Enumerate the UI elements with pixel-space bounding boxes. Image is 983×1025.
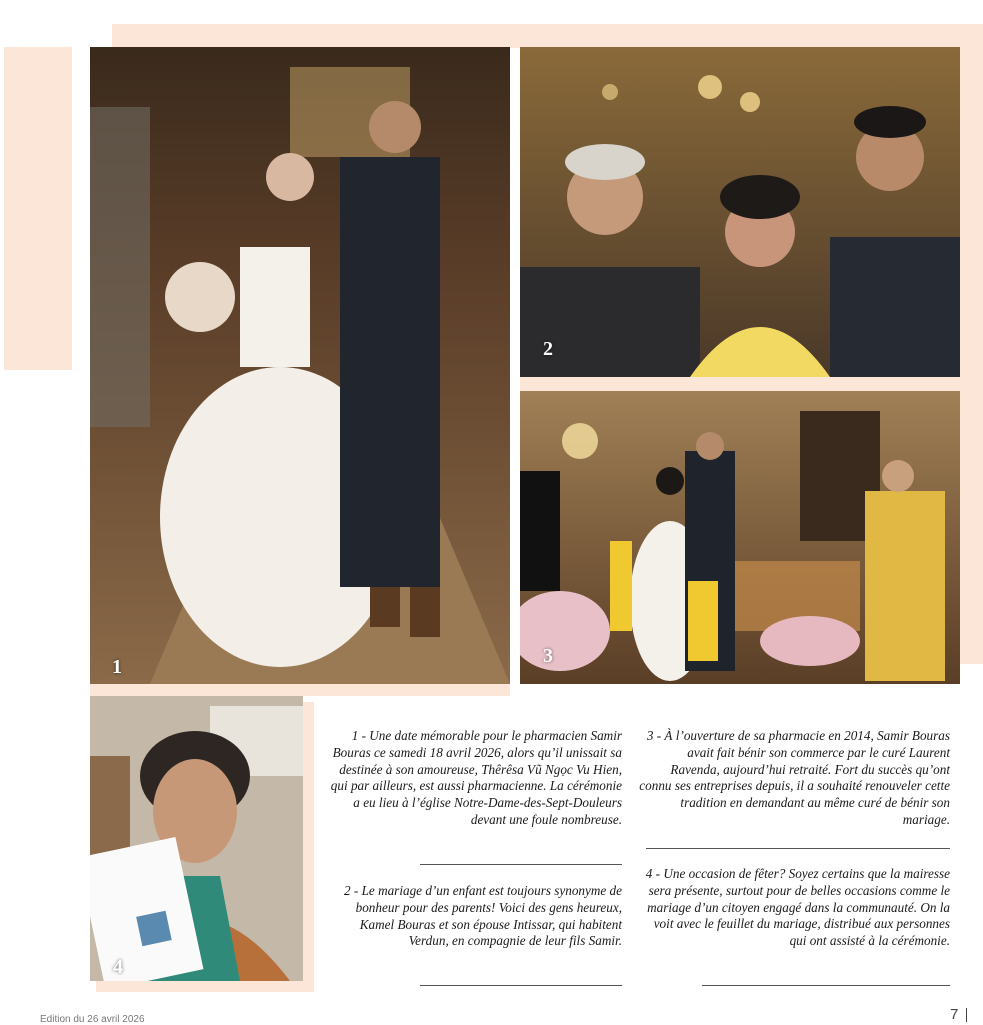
caption-3: 3 - À l’ouverture de sa pharmacie en 2014, Samir Bouras avait fait bénir son commerce par le curé Laurent Ravenda, aujourd’hui retraité. Fort du succès qu’ont connu ses entreprises depuis, il a souhaité renouveler cette tradition en demandant au même curé de bénir son mariage. <box>639 728 950 827</box>
caption-2-rule <box>420 985 622 986</box>
caption-4-rule <box>702 985 950 986</box>
photo-mayor-with-booklet <box>90 696 303 981</box>
photo-number-1: 1 <box>112 656 122 678</box>
decorative-band-between-photos <box>520 376 960 391</box>
page-number: 7 <box>950 1006 959 1023</box>
decorative-band-left <box>4 47 72 370</box>
photo-ceremony-altar <box>520 391 960 684</box>
caption-4: 4 - Une occasion de fêter? Soyez certains que la mairesse sera présente, surtout pour de belles occasions comme le mariage d’un citoyen engagé dans la communauté. On la voit avec le feuillet du mariage, distribué aux personnes qui ont assisté à la cérémonie. <box>645 866 950 949</box>
caption-3-rule <box>646 848 950 849</box>
photo-number-4: 4 <box>113 956 123 978</box>
caption-1: 1 - Une date mémorable pour le pharmacien Samir Bouras ce samedi 18 avril 2026, alors qu’il unissait sa destinée à son amoureuse, Thêrêsa Vũ Ngọc Vu Hien, qui par ailleurs, est aussi pharmacienne. La cérémonie a eu lieu à l’église Notre-Dame-des-Sept-Douleurs devant une foule nombreuse. <box>330 728 622 827</box>
photo-wedding-couple <box>90 47 510 684</box>
photo-number-3: 3 <box>543 645 553 667</box>
decorative-band-under-photo-1 <box>90 684 510 696</box>
decorative-band-right <box>960 24 983 664</box>
edition-date: Edition du 26 avril 2026 <box>40 1014 145 1025</box>
decorative-band-top <box>112 24 983 48</box>
caption-2: 2 - Le mariage d’un enfant est toujours synonyme de bonheur pour des parents! Voici des gens heureux, Kamel Bouras et son épouse Intissar, qui habitent Verdun, en compagnie de leur fils Samir. <box>344 883 622 949</box>
photo-parents-with-groom <box>520 47 960 377</box>
caption-1-rule <box>420 864 622 865</box>
photo-number-2: 2 <box>543 338 553 360</box>
page-number-divider <box>966 1008 967 1022</box>
